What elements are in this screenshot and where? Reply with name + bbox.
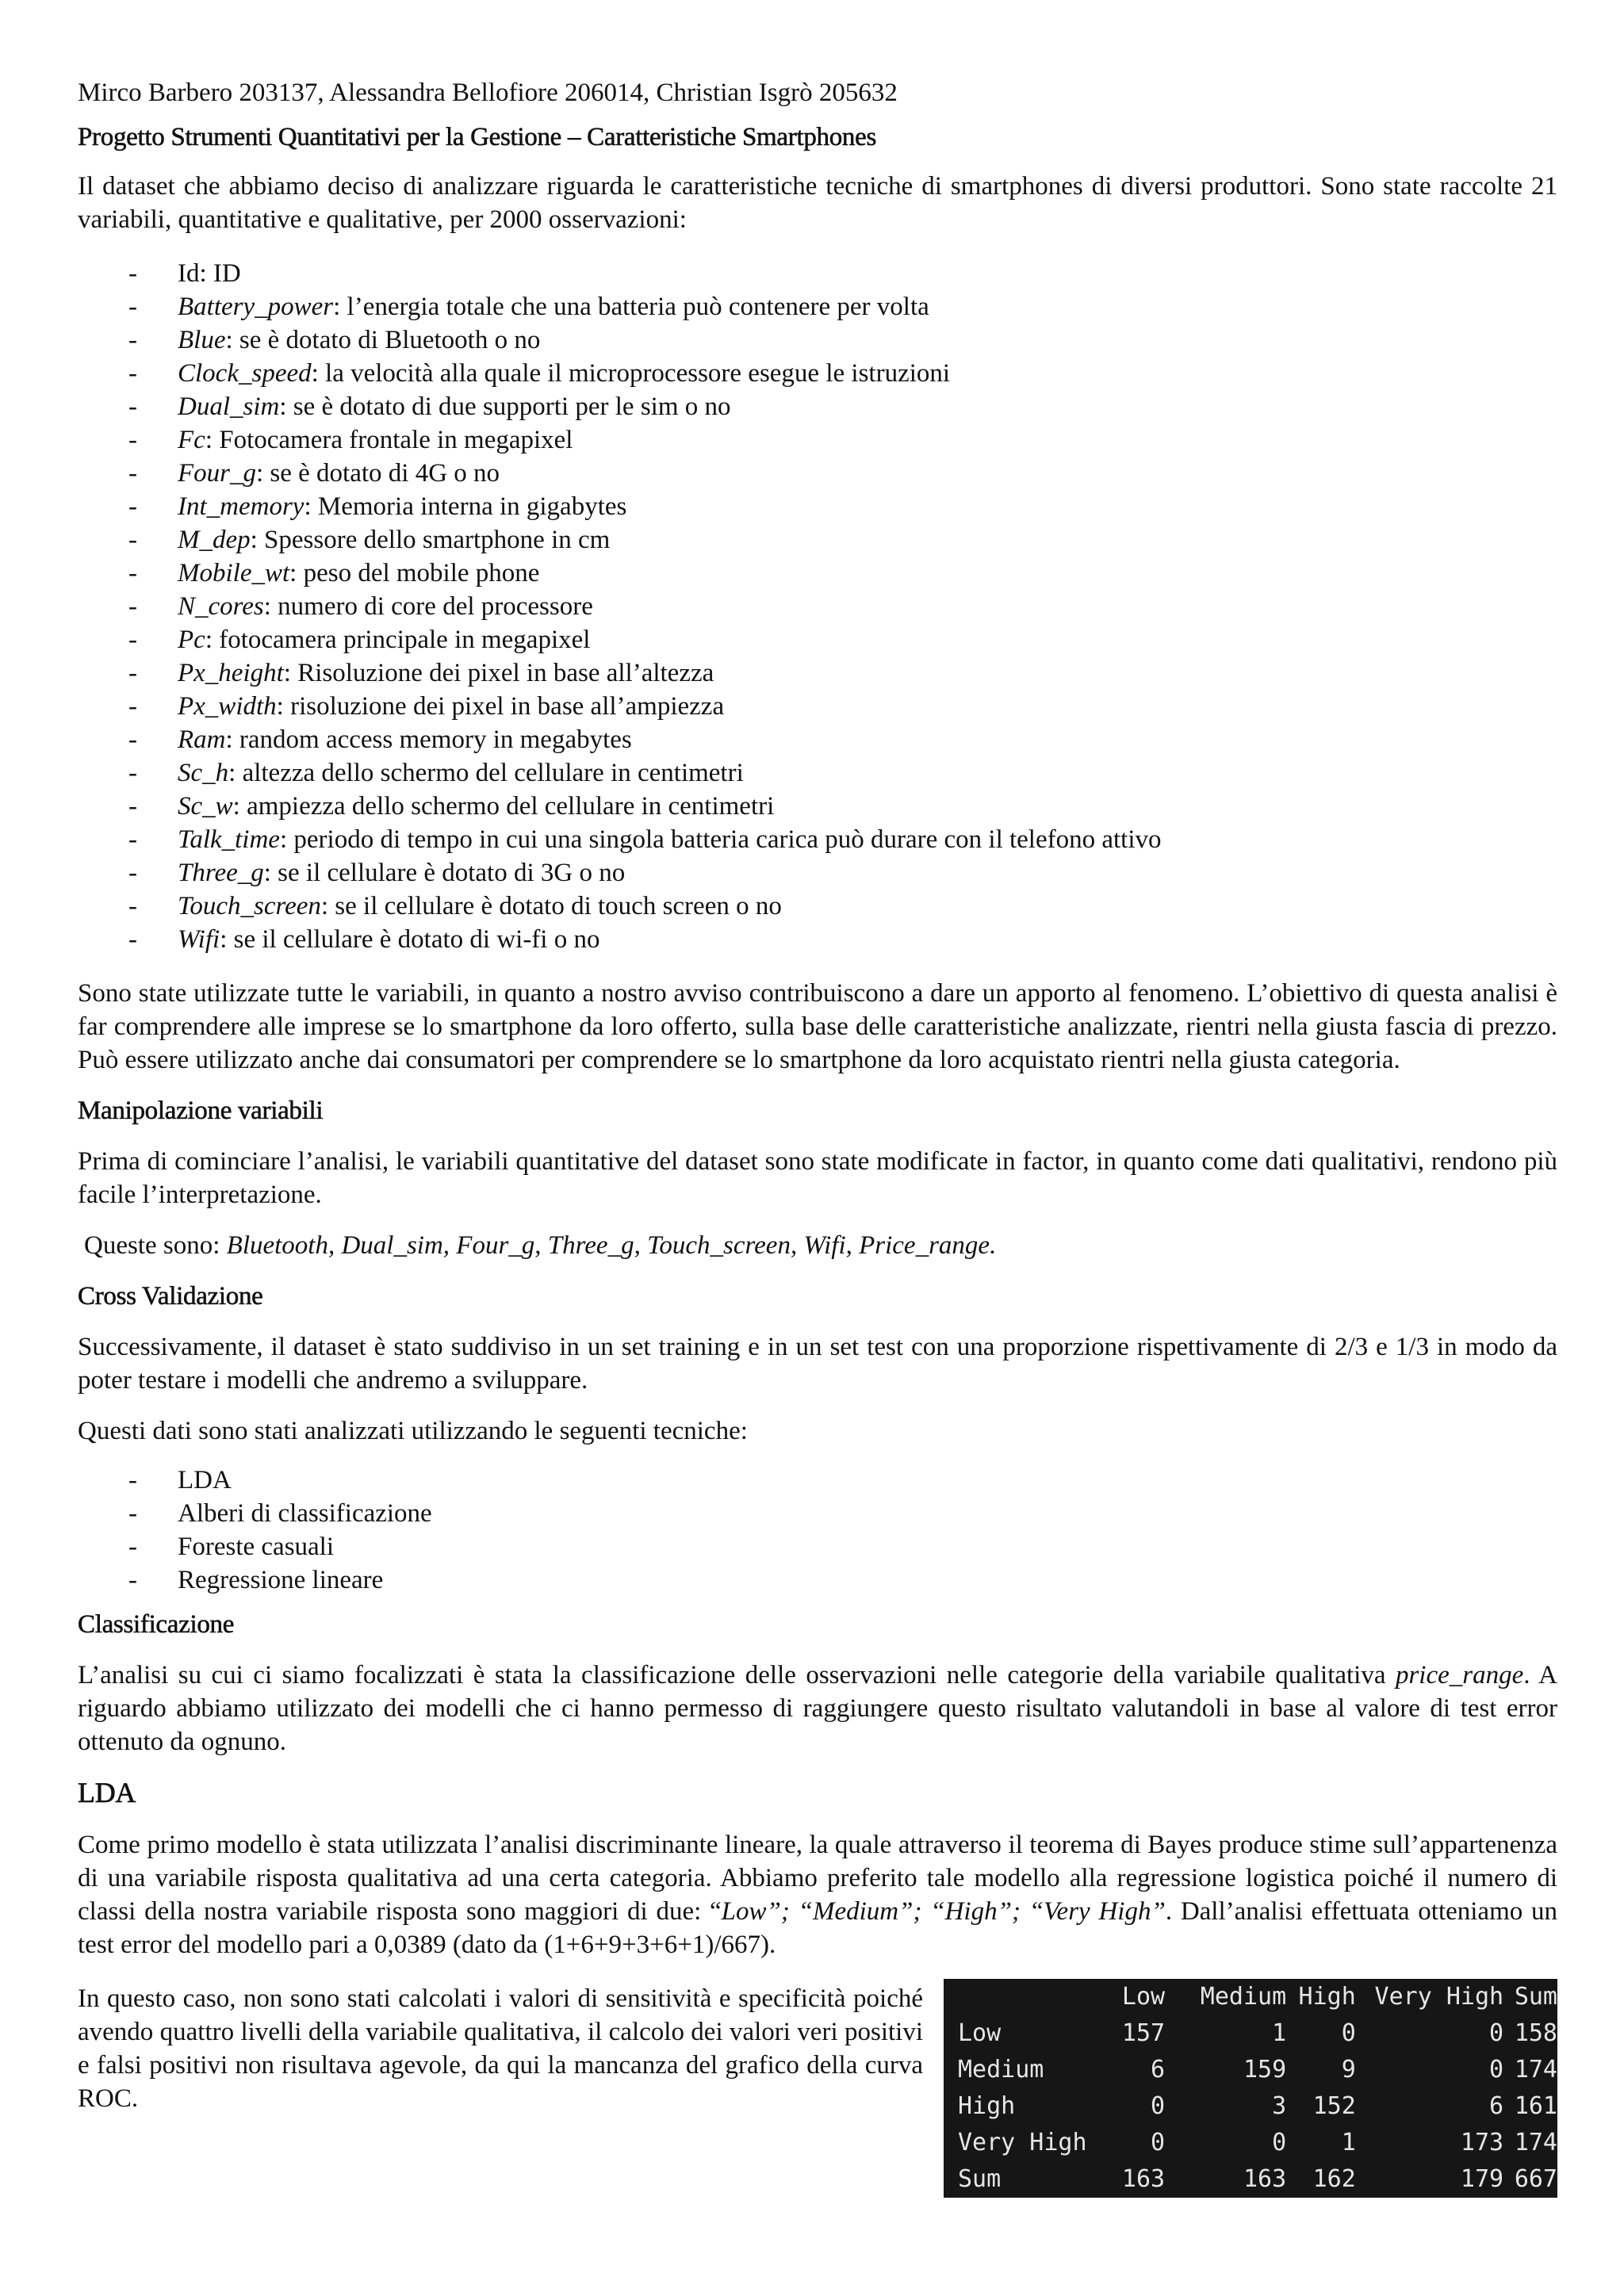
variable-item: - Px_width: risoluzione dei pixel in base all’ampiezza [78,690,1557,723]
factor-variables-line: Queste sono: Bluetooth, Dual_sim, Four_g, Three_g, Touch_screen, Wifi, Price_range. [84,1231,997,1260]
row-label: Very High [958,2129,1087,2156]
variable-item: - M_dep: Spessore dello smartphone in cm [78,523,1557,557]
variable-item: - Three_g: se il cellulare è dotato di 3G o no [78,856,1557,890]
cell: 179 [1460,2165,1504,2193]
section-heading-classificazione: Classificazione [78,1610,235,1639]
variables-list [78,257,1557,956]
intro-paragraph: Il dataset che abbiamo deciso di analizzare riguarda le caratteristiche tecniche di smartphones di diversi produttori. Sono state raccolte 21 variabili, quantitative e qualitative, per 2000 osservazioni: [78,172,1557,234]
cell: 0 [1272,2129,1287,2156]
variable-item: - Sc_w: ampiezza dello schermo del cellulare in centimetri [78,790,1557,823]
variable-item: - Touch_screen: se il cellulare è dotato di touch screen o no [78,890,1557,923]
technique-item: - Alberi di classificazione [78,1497,1557,1530]
confusion-row [958,2125,1557,2161]
variable-item: - Blue: se è dotato di Bluetooth o no [78,323,1557,357]
confusion-row [958,2015,1557,2052]
row-label: Low [958,2019,1002,2047]
row-label: High [958,2092,1016,2120]
document-page [78,76,1557,2220]
cell: 173 [1460,2129,1504,2156]
row-label: Medium [958,2056,1044,2084]
authors-line: Mirco Barbero 203137, Alessandra Bellofiore 206014, Christian Isgrò 205632 [78,78,898,107]
variable-item: - Mobile_wt: peso del mobile phone [78,557,1557,590]
cell: 3 [1272,2092,1287,2120]
section-heading-cross-validazione: Cross Validazione [78,1282,263,1311]
cell: 667 [1514,2165,1557,2193]
objective-paragraph: Sono state utilizzate tutte le variabili, in quanto a nostro avviso contribuiscono a dare un apporto al fenomeno. L’obiettivo di questa analisi è far comprendere alle imprese se lo smartphone da loro offerto, sulla base delle caratteristiche analizzate, rientri nella giusta fascia di prezzo. Può essere utilizzato anche dai consumatori per comprendere se lo smartphone da loro acquistato rientri nella giusta categoria. [78,979,1557,1074]
cell: 6 [1489,2092,1504,2120]
cell: 1 [1272,2019,1287,2047]
section-heading-manipolazione: Manipolazione variabili [78,1096,324,1125]
cell: 9 [1341,2056,1356,2084]
techniques-intro: Questi dati sono stati analizzati utilizzando le seguenti tecniche: [78,1417,748,1445]
variable-item: - Battery_power: l’energia totale che una batteria può contenere per volta [78,290,1557,323]
variable-item: - N_cores: numero di core del processore [78,590,1557,623]
document-title: Progetto Strumenti Quantitativi per la Gestione – Caratteristiche Smartphones [78,123,877,151]
confusion-row [958,2088,1557,2125]
cell: 0 [1489,2019,1504,2047]
cell: 163 [1121,2165,1166,2193]
cell: 1 [1341,2129,1356,2156]
lda-paragraph: Come primo modello è stata utilizzata l’analisi discriminante lineare, la quale attraverso il teorema di Bayes produce stime sull’appartenenza di una variabile risposta qualitativa ad una certa categoria. Abbiamo preferito tale modello alla regressione logistica poiché il numero di classi della nostra variabile risposta sono maggiori di due: “Low”; “Medium”; “High”; “Very High”. Dall’analisi effettuata otteniamo un test error del modello pari a 0,0389 (dato da (1+6+9+3+6+1)/667). [78,1831,1558,1959]
cell: 0 [1341,2019,1356,2047]
row-label: Sum [958,2165,1002,2193]
header-cell: Medium [1200,1983,1287,2011]
cell: 159 [1243,2056,1287,2084]
cell: 152 [1312,2092,1356,2120]
cell: 161 [1514,2092,1557,2120]
header-cell [958,1979,1105,2015]
cell: 158 [1514,2019,1557,2047]
cell: 157 [1121,2019,1166,2047]
cell: 174 [1514,2056,1557,2084]
confusion-sum-row [958,2161,1557,2198]
cell: 162 [1312,2165,1356,2193]
variable-item: - Ram: random access memory in megabytes [78,723,1557,756]
header-cell: Very High [1374,1983,1504,2011]
section-heading-lda: LDA [78,1777,136,1808]
confusion-matrix-screenshot [944,1979,1557,2198]
variable-item: - Fc: Fotocamera frontale in megapixel [78,423,1557,457]
technique-item: - Foreste casuali [78,1530,1557,1563]
variable-item: - Pc: fotocamera principale in megapixel [78,623,1557,656]
variable-item: - Sc_h: altezza dello schermo del cellulare in centimetri [78,756,1557,790]
techniques-list [78,1464,1557,1597]
variable-item: - Int_memory: Memoria interna in gigabytes [78,490,1557,523]
variable-item: - Talk_time: periodo di tempo in cui una singola batteria carica può durare con il telefono attivo [78,823,1557,856]
confusion-row [958,2052,1557,2088]
header-cell: Sum [1514,1983,1557,2011]
variable-item: - Wifi: se il cellulare è dotato di wi-fi o no [78,923,1557,956]
cell: 6 [1151,2056,1166,2084]
cell: 0 [1151,2129,1166,2156]
cross-validazione-paragraph: Successivamente, il dataset è stato suddiviso in un set training e in un set test con una proporzione rispettivamente di 2/3 e 1/3 in modo da poter testare i modelli che andremo a sviluppare. [78,1333,1557,1395]
cell: 163 [1243,2165,1287,2193]
cell: 0 [1489,2056,1504,2084]
variable-item: - Clock_speed: la velocità alla quale il microprocessore esegue le istruzioni [78,357,1557,390]
manipolazione-paragraph: Prima di cominciare l’analisi, le variabili quantitative del dataset sono state modificate in factor, in quanto come dati qualitativi, rendono più facile l’interpretazione. [78,1147,1557,1209]
header-cell: Low [1121,1983,1166,2011]
variable-item: - Id: ID [78,257,1557,290]
technique-item: - Regressione lineare [78,1563,1557,1597]
variable-item: - Px_height: Risoluzione dei pixel in base all’altezza [78,656,1557,690]
header-cell: High [1298,1983,1356,2011]
technique-item: - LDA [78,1464,1557,1497]
confusion-header-row [958,1979,1557,2015]
cell: 0 [1151,2092,1166,2120]
lda-results-block [78,1982,1557,2220]
cell: 174 [1514,2129,1557,2156]
classificazione-paragraph: L’analisi su cui ci siamo focalizzati è stata la classificazione delle osservazioni nelle categorie della variabile qualitativa price_range. A riguardo abbiamo utilizzato dei modelli che ci hanno permesso di raggiungere questo risultato valutandoli in base al valore di test error ottenuto da ognuno. [78,1661,1557,1756]
roc-note-paragraph: In questo caso, non sono stati calcolati i valori di sensitività e specificità poiché avendo quattro livelli della variabile qualitativa, il calcolo dei valori veri positivi e falsi positivi non risultava agevole, da qui la mancanza del grafico della curva ROC. [78,1984,923,2113]
variable-item: - Four_g: se è dotato di 4G o no [78,457,1557,490]
variable-item: - Dual_sim: se è dotato di due supporti per le sim o no [78,390,1557,423]
confusion-matrix-table [958,1979,1557,2198]
